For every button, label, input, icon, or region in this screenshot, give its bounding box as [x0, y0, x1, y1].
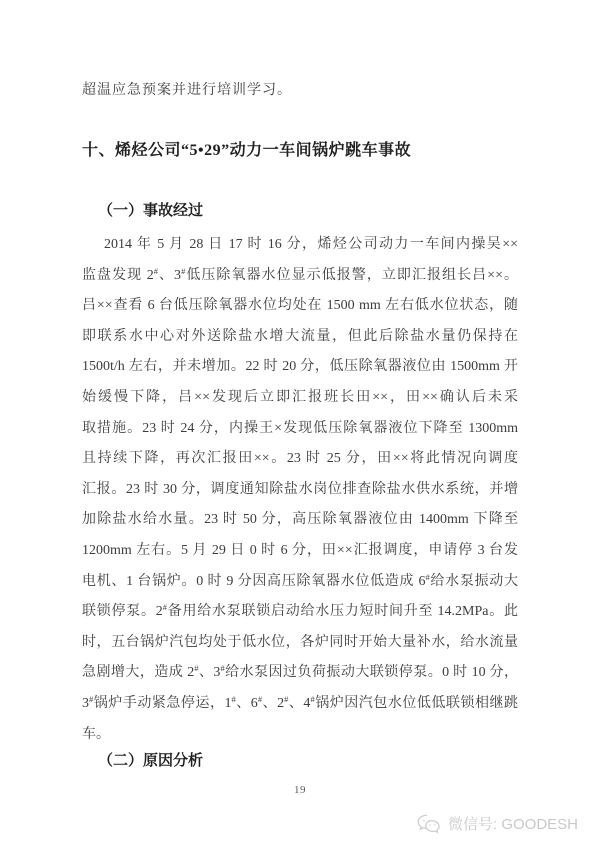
superscript-number-mark: #: [284, 693, 289, 704]
paragraph-line: 车。: [82, 726, 110, 742]
paragraph-line: 1200mm 左右。5 月 29 日 0 时 6 分，田××汇报调度，申请停 3 台发: [82, 542, 518, 558]
superscript-number-mark: #: [231, 693, 236, 704]
paragraph-line: 即联系水中心对外送除盐水增大流量，但此后除盐水量仍保持在: [82, 328, 518, 344]
paragraph-line: 3#锅炉手动紧急停运，1#、6#、2#、4#锅炉因汽包水位低低联锁相继跳: [82, 693, 519, 711]
superscript-number-mark: #: [181, 265, 186, 276]
paragraph-line: 联锁停泵。2#备用给水泵联锁启动给水压力短时间升至 14.2MPa。此: [82, 602, 519, 620]
paragraph-line: 汇报。23 时 30 分，调度通知除盐水岗位排查除盐水供水系统，并增: [82, 481, 518, 497]
paragraph-line: 取措施。23 时 24 分，内操王×发现低压除氧器液位下降至 1300mm: [82, 420, 518, 436]
superscript-number-mark: #: [220, 663, 225, 674]
paragraph-line: 2014 年 5 月 28 日 17 时 16 分，烯烃公司动力一车间内操吴××: [104, 237, 518, 252]
paragraph-line: 1500t/h 左右，并未增加。22 时 20 分，低压除氧器液位由 1500mm 开: [82, 359, 518, 375]
page-number: 19: [294, 784, 306, 796]
paragraph-line: 电机、1 台锅炉。0 时 9 分因高压除氧器水位低造成 6#给水泵振动大: [82, 571, 519, 589]
superscript-number-mark: #: [310, 693, 315, 704]
superscript-number-mark: #: [162, 602, 168, 613]
wechat-icon: [417, 814, 443, 834]
watermark-label: 微信号: GOODESH: [447, 816, 578, 833]
superscript-number-mark: #: [257, 693, 263, 704]
superscript-number-mark: #: [89, 693, 94, 704]
paragraph-line: 监盘发现 2#、3#低压除氧器水位显示低报警，立即汇报组长吕××。: [82, 265, 519, 283]
chapter-heading: 十、烯烃公司“5•29”动力一车间锅炉跳车事故: [82, 142, 412, 159]
superscript-number-mark: #: [194, 663, 199, 674]
leading-paragraph-line: 超温应急预案并进行培训学习。: [82, 83, 292, 98]
paragraph-line: 且持续下降，再次汇报田××。23 时 25 分，田××将此情况向调度: [82, 451, 518, 467]
superscript-number-mark: #: [153, 265, 158, 276]
watermark: [417, 813, 578, 834]
paragraph-line: 时，五台锅炉汽包均处于低水位，各炉同时开始大量补水，给水流量: [82, 634, 518, 650]
incident-paragraph: [82, 230, 518, 750]
paragraph-line: 始缓慢下降，吕××发现后立即汇报班长田××，田××确认后未采: [82, 389, 518, 405]
paragraph-line: 急剧增大，造成 2#、3#给水泵因过负荷振动大联锁停泵。0 时 10 分，: [82, 663, 519, 681]
paragraph-line: 加除盐水给水量。23 时 50 分，高压除氧器液位由 1400mm 下降至: [82, 512, 518, 528]
superscript-number-mark: #: [425, 571, 430, 582]
paragraph-line: 吕××查看 6 台低压除氧器水位均处在 1500 mm 左右低水位状态，随: [82, 298, 518, 314]
section-one-title: （一）事故经过: [98, 203, 204, 219]
section-two-title: （二）原因分析: [98, 753, 204, 769]
